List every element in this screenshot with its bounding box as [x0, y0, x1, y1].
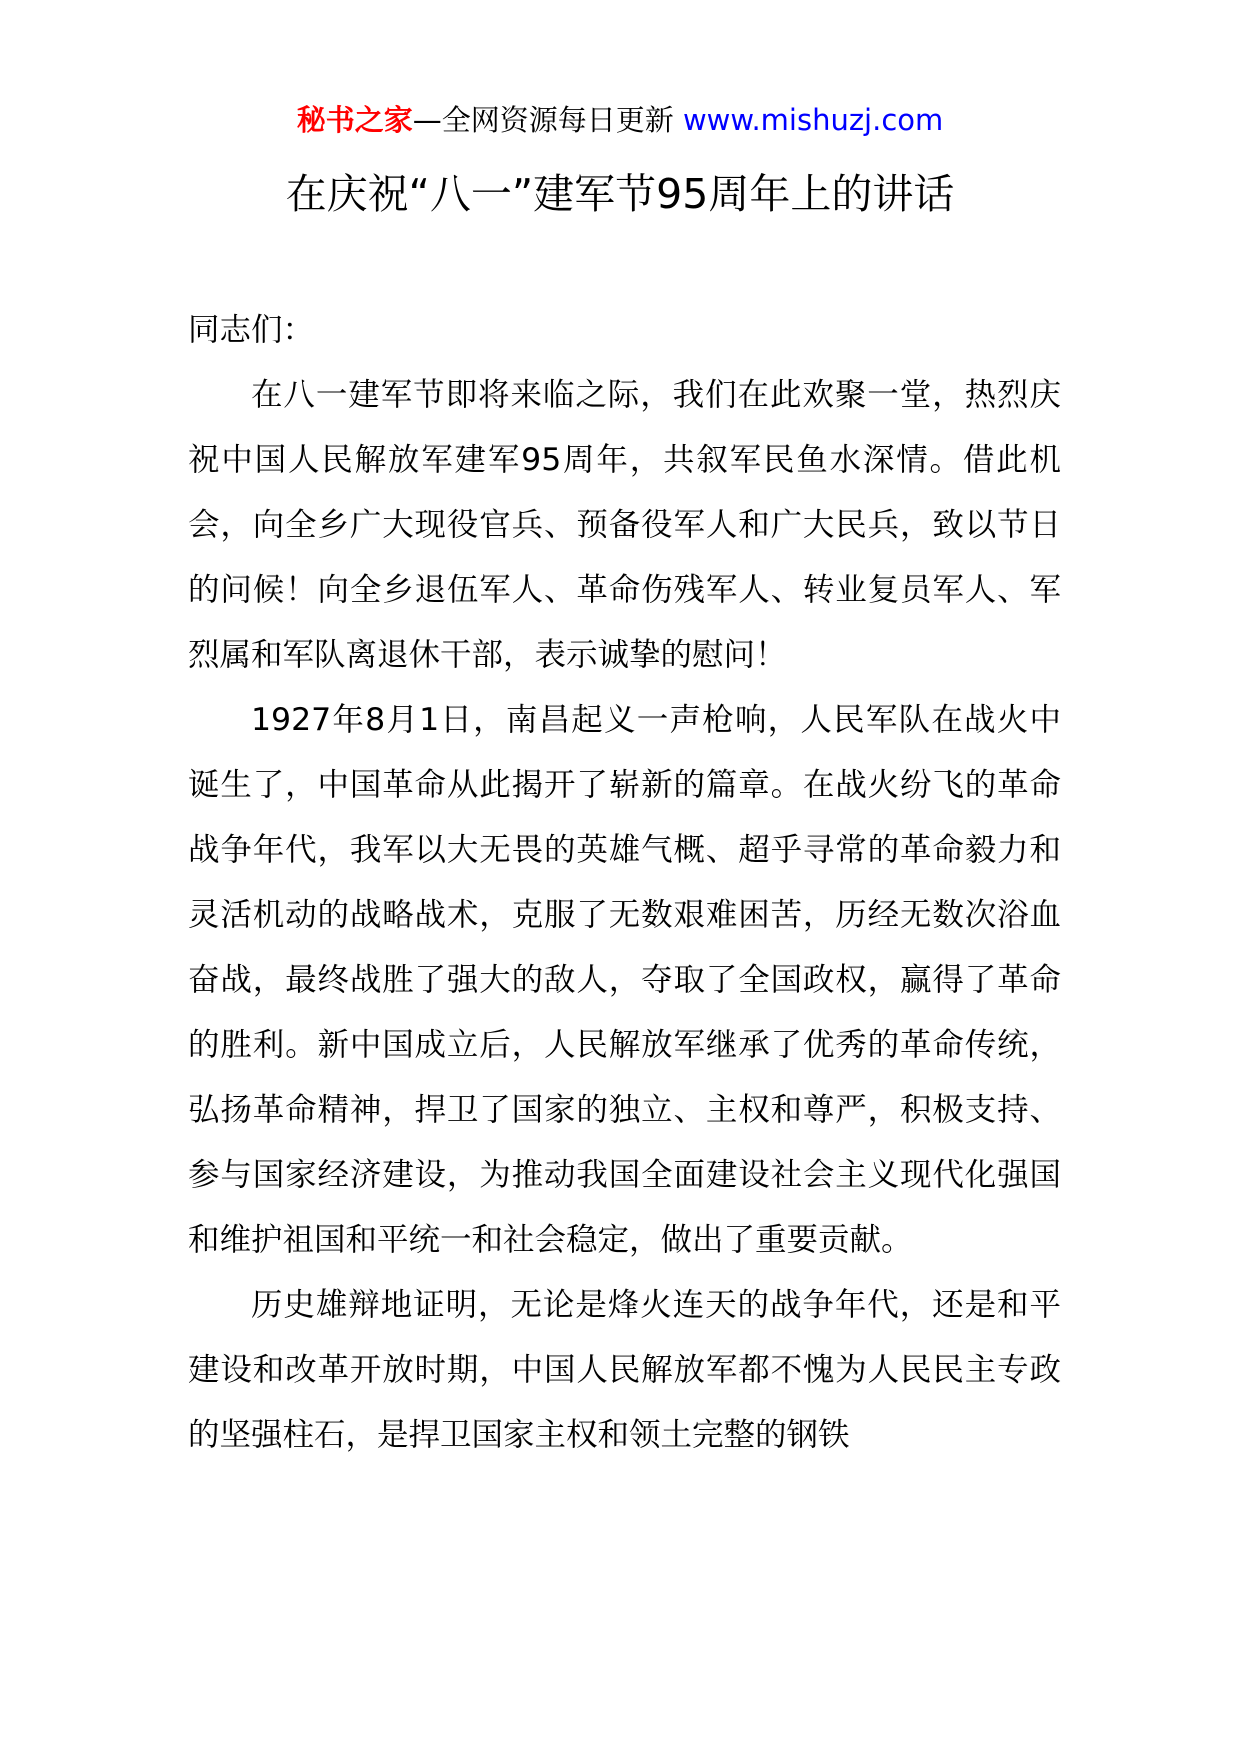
document-title: 在庆祝“八一”建军节95周年上的讲话 [285, 170, 955, 218]
header-tagline: —全网资源每日更新 [412, 103, 674, 137]
site-url-link[interactable]: www.mishuzj.com [682, 103, 944, 137]
body-paragraph: 在八一建军节即将来临之际，我们在此欢聚一堂，热烈庆祝中国人民解放军建军95周年，共叙军民鱼水深情。借此机会，向全乡广大现役官兵、预备役军人和广大民兵，致以节日的问候！向全乡退伍军人、革命伤残军人、转业复员军人、军烈属和军队离退休干部，表示诚挚的慰问！ [188, 377, 1061, 673]
body-paragraph: 历史雄辩地证明，无论是烽火连天的战争年代，还是和平建设和改革开放时期，中国人民解放军都不愧为人民民主专政的坚强柱石，是捍卫国家主权和领土完整的钢铁 [188, 1287, 1061, 1453]
document-body [188, 298, 1061, 1468]
body-paragraph: 1927年8月1日，南昌起义一声枪响，人民军队在战火中诞生了，中国革命从此揭开了崭新的篇章。在战火纷飞的革命战争年代，我军以大无畏的英雄气概、超乎寻常的革命毅力和灵活机动的战略战术，克服了无数艰难困苦，历经无数次浴血奋战，最终战胜了强大的敌人，夺取了全国政权，赢得了革命的胜利。新中国成立后，人民解放军继承了优秀的革命传统，弘扬革命精神，捍卫了国家的独立、主权和尊严，积极支持、参与国家经济建设，为推动我国全面建设社会主义现代化强国和维护祖国和平统一和社会稳定，做出了重要贡献。 [188, 702, 1061, 1258]
salutation: 同志们： [188, 312, 315, 348]
brand-name: 秘书之家 [296, 103, 413, 137]
site-header [0, 100, 1240, 140]
